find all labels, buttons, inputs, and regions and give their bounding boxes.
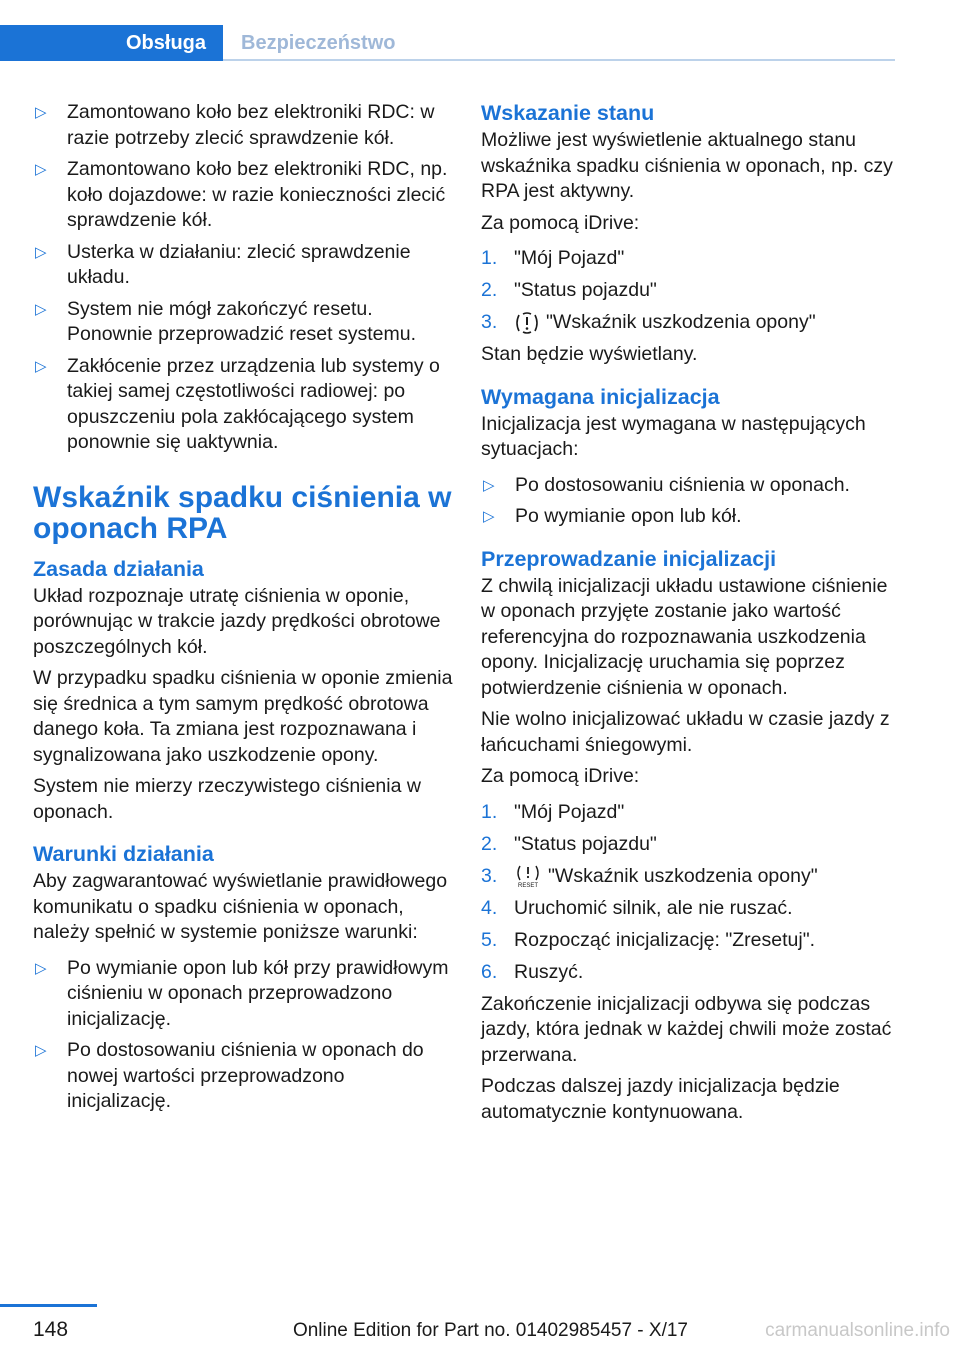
bullet-marker: ▷: [35, 1042, 47, 1059]
list-item: ▷ Zamontowano koło bez elektroniki RDC: w razie potrzeby zlecić sprawdzenie kół.: [33, 100, 453, 151]
tire-reset-icon: [514, 864, 542, 888]
header-tabs: [0, 25, 895, 61]
paragraph: Aby zagwarantować wyświetlanie prawidłowego komunikatu o spadku ciśnienia w oponach, należy spełnić w systemie poniższe warunki:: [33, 870, 448, 943]
bullet-marker: ▷: [35, 959, 47, 977]
list-item: 1. "Mój Pojazd": [481, 247, 625, 269]
paragraph: Inicjalizacja jest wymagana w następujących sytuacjach:: [481, 412, 866, 460]
bullet-marker: ▷: [35, 161, 47, 178]
list-item: 2. "Status pojazdu": [481, 832, 657, 855]
list-item: 2. "Status pojazdu": [481, 279, 657, 301]
bullet-marker: ▷: [35, 357, 47, 375]
list-item: ▷ Po wymianie opon lub kół przy prawidłowym ciśnieniu w oponach przeprowadzono inicjalizację.: [33, 956, 453, 1033]
paragraph: Za pomocą iDrive:: [481, 765, 640, 787]
subsection-heading: Wskazanie stanu: [481, 101, 655, 125]
paragraph: Zakończenie inicjalizacji odbywa się podczas jazdy, która jednak w każdej chwili może zostać przerwana.: [481, 992, 892, 1066]
svg-text:RESET: RESET: [517, 883, 539, 889]
bullet-marker: ▷: [483, 476, 495, 494]
list-item: 5. Rozpocząć inicjalizację: "Zresetuj".: [481, 928, 816, 951]
paragraph: Nie wolno inicjalizować układu w czasie jazdy z łańcuchami śniegowymi.: [481, 708, 890, 756]
subsection-heading: Zasada działania: [33, 556, 204, 581]
list-item: ▷ Usterka w działaniu: zlecić sprawdzenie układu.: [33, 240, 453, 291]
paragraph: Stan będzie wyświetlany.: [481, 343, 698, 365]
list-item: ▷ Po wymianie opon lub kół.: [481, 504, 899, 530]
list-item: ▷ System nie mógł zakończyć resetu. Ponownie przeprowadzić reset systemu.: [33, 297, 453, 348]
page-number: 148: [33, 1318, 69, 1341]
paragraph: Układ rozpoznaje utratę ciśnienia w oponie, porównując w trakcie jazdy prędkości obrotowe poszczególnych kół.: [33, 584, 441, 658]
subsection-heading: Wymagana inicjalizacja: [481, 384, 720, 409]
paragraph: System nie mierzy rzeczywistego ciśnienia w oponach.: [33, 775, 421, 823]
bullet-marker: ▷: [35, 300, 47, 318]
list-item: 1. "Mój Pojazd": [481, 800, 625, 823]
list-item: 4. Uruchomić silnik, ale nie ruszać.: [481, 896, 793, 919]
tab-obsluga[interactable]: Obsługa: [0, 25, 223, 61]
paragraph: Z chwilą inicjalizacji układu ustawione ciśnienie w oponach przyjęte zostanie jako wartość referencyjna do rozpoznawania uszkodzenia opony. Inicjalizację uruchamia się poprzez potwierdzenie ciśnienia w oponach.: [481, 574, 888, 699]
paragraph: Za pomocą iDrive:: [481, 211, 640, 234]
subsection-heading: Warunki działania: [33, 842, 214, 866]
tire-alert-icon: [514, 312, 540, 334]
watermark: carmanualsonline.info: [765, 1320, 950, 1341]
paragraph: Możliwe jest wyświetlenie aktualnego stanu wskaźnika spadku ciśnienia w oponach, np. czy RPA jest aktywny.: [481, 129, 893, 202]
right-column: [481, 100, 899, 1131]
edition-text: Online Edition for Part no. 01402985457 - X/17: [292, 1320, 688, 1341]
tab-bezpieczenstwo[interactable]: Bezpieczeństwo: [241, 31, 396, 54]
list-item: ▷ Zakłócenie przez urządzenia lub systemy o takiej samej częstotliwości radiowej: po opuszczeniu pola zakłócającego system ponownie się uaktywnia.: [33, 354, 453, 456]
bullet-marker: ▷: [35, 243, 47, 261]
list-item: ▷ Po dostosowaniu ciśnienia w oponach do nowej wartości przeprowadzono inicjalizację.: [33, 1038, 453, 1115]
list-item: 3. RESET "Wskaźnik uszkodzenia opony": [481, 864, 818, 889]
left-column: [33, 100, 453, 1121]
paragraph: W przypadku spadku ciśnienia w oponie zmienia się średnica a tym samym prędkość obrotowa danego koła. Ta zmiana jest rozpoznawana i sygnalizowana jako uszkodzenie opony.: [33, 667, 453, 766]
list-item: ▷ Zamontowano koło bez elektroniki RDC, np. koło dojazdowe: w razie konieczności zlecić sprawdzenie kół.: [33, 157, 453, 234]
section-title: Wskaźnik spadku ciśnienia w oponach RPA: [33, 480, 452, 545]
list-item: ▷ Po dostosowaniu ciśnienia w oponach.: [481, 473, 899, 499]
tab-divider: [223, 59, 895, 61]
list-item: 3. "Wskaźnik uszkodzenia opony": [481, 311, 816, 333]
list-item: 6. Ruszyć.: [481, 960, 584, 983]
footer-accent-line: [0, 1304, 97, 1307]
bullet-marker: ▷: [483, 508, 495, 525]
bullet-marker: ▷: [35, 104, 47, 121]
paragraph: Podczas dalszej jazdy inicjalizacja będzie automatycznie kontynuowana.: [481, 1075, 840, 1123]
subsection-heading: Przeprowadzanie inicjalizacji: [481, 546, 777, 571]
